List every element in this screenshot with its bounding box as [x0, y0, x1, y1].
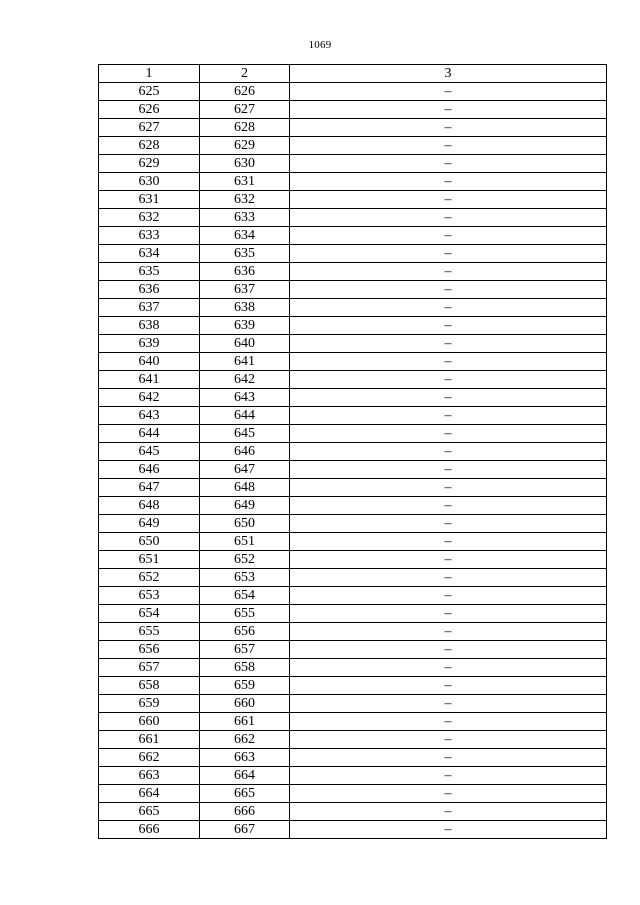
table-cell-col-2: 657 [200, 641, 290, 659]
table-cell-col-3: – [290, 137, 607, 155]
table-cell-col-1: 632 [99, 209, 200, 227]
table-cell-col-3: – [290, 191, 607, 209]
table-cell-col-2: 647 [200, 461, 290, 479]
table-row [99, 83, 607, 101]
table-header [99, 65, 607, 83]
table-row [99, 227, 607, 245]
table-cell-col-3: – [290, 119, 607, 137]
table-cell-col-3: – [290, 353, 607, 371]
table-cell-col-2: 652 [200, 551, 290, 569]
table-row [99, 173, 607, 191]
table-cell-col-3: – [290, 443, 607, 461]
table-cell-col-1: 665 [99, 803, 200, 821]
table-cell-col-3: – [290, 299, 607, 317]
table-cell-col-2: 653 [200, 569, 290, 587]
table-cell-col-2: 663 [200, 749, 290, 767]
page-number: 1069 [308, 39, 332, 51]
table-cell-col-2: 646 [200, 443, 290, 461]
table-row [99, 605, 607, 623]
table-cell-col-3: – [290, 605, 607, 623]
table-row [99, 425, 607, 443]
table-cell-col-2: 643 [200, 389, 290, 407]
table-cell-col-1: 637 [99, 299, 200, 317]
table-cell-col-3: – [290, 245, 607, 263]
table-row [99, 335, 607, 353]
table-cell-col-3: – [290, 785, 607, 803]
table-cell-col-2: 635 [200, 245, 290, 263]
table-cell-col-1: 651 [99, 551, 200, 569]
table-cell-col-1: 657 [99, 659, 200, 677]
table-cell-col-2: 637 [200, 281, 290, 299]
table-cell-col-3: – [290, 209, 607, 227]
table-cell-col-3: – [290, 515, 607, 533]
table-row [99, 317, 607, 335]
table-cell-col-2: 650 [200, 515, 290, 533]
table-cell-col-2: 651 [200, 533, 290, 551]
table-cell-col-2: 628 [200, 119, 290, 137]
table-row [99, 587, 607, 605]
table-row [99, 749, 607, 767]
table-row [99, 659, 607, 677]
table-cell-col-3: – [290, 317, 607, 335]
table-row [99, 137, 607, 155]
table-cell-col-2: 659 [200, 677, 290, 695]
table-cell-col-2: 664 [200, 767, 290, 785]
table-cell-col-2: 644 [200, 407, 290, 425]
table-cell-col-2: 656 [200, 623, 290, 641]
table-cell-col-3: – [290, 551, 607, 569]
table-cell-col-2: 665 [200, 785, 290, 803]
table-cell-col-2: 638 [200, 299, 290, 317]
table-row [99, 371, 607, 389]
table-row [99, 713, 607, 731]
table-row [99, 101, 607, 119]
table-cell-col-3: – [290, 767, 607, 785]
table-cell-col-3: – [290, 587, 607, 605]
data-table [98, 64, 607, 839]
table-cell-col-3: – [290, 371, 607, 389]
table-cell-col-1: 654 [99, 605, 200, 623]
table-cell-col-3: – [290, 155, 607, 173]
table-row [99, 479, 607, 497]
table-row [99, 353, 607, 371]
table-cell-col-3: – [290, 479, 607, 497]
table-cell-col-3: – [290, 83, 607, 101]
table-cell-col-2: 667 [200, 821, 290, 839]
table-cell-col-1: 640 [99, 353, 200, 371]
table-row [99, 299, 607, 317]
table-cell-col-1: 660 [99, 713, 200, 731]
table-cell-col-3: – [290, 497, 607, 515]
table-cell-col-3: – [290, 101, 607, 119]
table-cell-col-1: 627 [99, 119, 200, 137]
table-cell-col-2: 631 [200, 173, 290, 191]
table-row [99, 245, 607, 263]
table-cell-col-1: 649 [99, 515, 200, 533]
table-row [99, 785, 607, 803]
column-header-1: 1 [99, 65, 200, 83]
table-cell-col-1: 647 [99, 479, 200, 497]
table-cell-col-2: 642 [200, 371, 290, 389]
table-body [99, 83, 607, 839]
table-cell-col-2: 645 [200, 425, 290, 443]
table-cell-col-2: 632 [200, 191, 290, 209]
table-cell-col-3: – [290, 623, 607, 641]
table-cell-col-1: 642 [99, 389, 200, 407]
table-cell-col-3: – [290, 749, 607, 767]
table-cell-col-3: – [290, 713, 607, 731]
table-cell-col-1: 663 [99, 767, 200, 785]
table-cell-col-1: 636 [99, 281, 200, 299]
table-cell-col-1: 650 [99, 533, 200, 551]
header-row [99, 65, 607, 83]
table-row [99, 281, 607, 299]
table-cell-col-3: – [290, 461, 607, 479]
table-row [99, 407, 607, 425]
table-cell-col-3: – [290, 659, 607, 677]
table-cell-col-1: 653 [99, 587, 200, 605]
table-row [99, 191, 607, 209]
table-cell-col-2: 629 [200, 137, 290, 155]
table-row [99, 263, 607, 281]
table-row [99, 677, 607, 695]
table-cell-col-2: 636 [200, 263, 290, 281]
table-cell-col-1: 631 [99, 191, 200, 209]
table-cell-col-1: 659 [99, 695, 200, 713]
table-cell-col-2: 660 [200, 695, 290, 713]
column-header-3: 3 [290, 65, 607, 83]
table-row [99, 461, 607, 479]
table-cell-col-3: – [290, 425, 607, 443]
table-row [99, 389, 607, 407]
table-cell-col-1: 643 [99, 407, 200, 425]
column-header-2: 2 [200, 65, 290, 83]
table-cell-col-1: 656 [99, 641, 200, 659]
table-cell-col-1: 635 [99, 263, 200, 281]
table-cell-col-2: 633 [200, 209, 290, 227]
table-cell-col-1: 626 [99, 101, 200, 119]
table-cell-col-3: – [290, 389, 607, 407]
table-cell-col-1: 662 [99, 749, 200, 767]
table-cell-col-3: – [290, 407, 607, 425]
table-cell-col-1: 644 [99, 425, 200, 443]
table-cell-col-3: – [290, 641, 607, 659]
table-cell-col-1: 666 [99, 821, 200, 839]
table-cell-col-1: 661 [99, 731, 200, 749]
table-cell-col-2: 627 [200, 101, 290, 119]
table-cell-col-2: 654 [200, 587, 290, 605]
table-row [99, 155, 607, 173]
table-cell-col-1: 630 [99, 173, 200, 191]
table-row [99, 641, 607, 659]
table-cell-col-2: 630 [200, 155, 290, 173]
table-cell-col-3: – [290, 335, 607, 353]
table-cell-col-3: – [290, 173, 607, 191]
table-cell-col-1: 648 [99, 497, 200, 515]
table-cell-col-3: – [290, 677, 607, 695]
table-cell-col-1: 641 [99, 371, 200, 389]
table-cell-col-2: 639 [200, 317, 290, 335]
table-cell-col-1: 645 [99, 443, 200, 461]
table-cell-col-1: 646 [99, 461, 200, 479]
table-cell-col-1: 655 [99, 623, 200, 641]
table-row [99, 533, 607, 551]
table-cell-col-2: 655 [200, 605, 290, 623]
table-cell-col-1: 628 [99, 137, 200, 155]
table-row [99, 731, 607, 749]
table-row [99, 623, 607, 641]
table-row [99, 821, 607, 839]
table-cell-col-3: – [290, 803, 607, 821]
table-cell-col-1: 633 [99, 227, 200, 245]
table-cell-col-2: 641 [200, 353, 290, 371]
table-cell-col-3: – [290, 821, 607, 839]
table-row [99, 803, 607, 821]
table-cell-col-1: 652 [99, 569, 200, 587]
table-cell-col-2: 626 [200, 83, 290, 101]
table-cell-col-3: – [290, 731, 607, 749]
table-cell-col-2: 666 [200, 803, 290, 821]
table-cell-col-3: – [290, 533, 607, 551]
table-row [99, 515, 607, 533]
table-cell-col-3: – [290, 227, 607, 245]
table-row [99, 767, 607, 785]
table-cell-col-3: – [290, 569, 607, 587]
table-cell-col-2: 640 [200, 335, 290, 353]
table-cell-col-2: 658 [200, 659, 290, 677]
table-row [99, 695, 607, 713]
table-cell-col-2: 661 [200, 713, 290, 731]
table-cell-col-3: – [290, 695, 607, 713]
table-cell-col-1: 658 [99, 677, 200, 695]
table-row [99, 209, 607, 227]
table-row [99, 551, 607, 569]
table-cell-col-1: 625 [99, 83, 200, 101]
table-cell-col-1: 638 [99, 317, 200, 335]
table-cell-col-2: 649 [200, 497, 290, 515]
table-cell-col-3: – [290, 281, 607, 299]
table-cell-col-1: 629 [99, 155, 200, 173]
table-row [99, 119, 607, 137]
table-cell-col-3: – [290, 263, 607, 281]
table-cell-col-2: 662 [200, 731, 290, 749]
table-cell-col-1: 639 [99, 335, 200, 353]
table-cell-col-1: 634 [99, 245, 200, 263]
table-row [99, 497, 607, 515]
table-cell-col-2: 648 [200, 479, 290, 497]
table-cell-col-2: 634 [200, 227, 290, 245]
table-row [99, 443, 607, 461]
table-row [99, 569, 607, 587]
table-cell-col-1: 664 [99, 785, 200, 803]
